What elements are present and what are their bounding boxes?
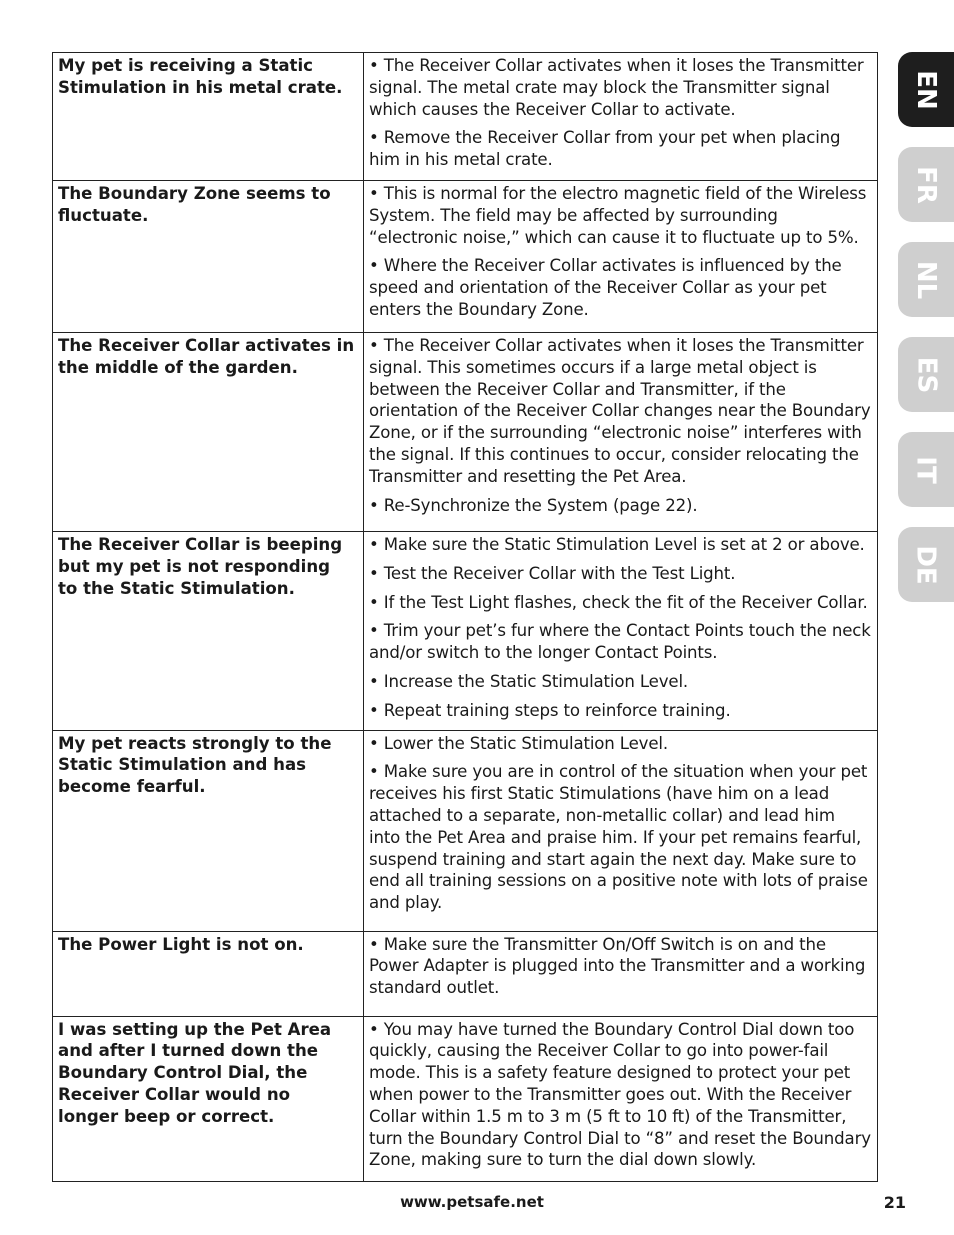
problem-cell: My pet reacts strongly to the Static Stimulation and has become fearful. — [53, 730, 364, 931]
table-row — [53, 333, 878, 532]
solution-bullet: • This is normal for the electro magnetic field of the Wireless System. The field may be affected by surrounding “electronic noise,” which can cause it to fluctuate up to 5%. — [369, 184, 867, 247]
language-tab-label: DE — [911, 544, 941, 585]
table-row — [53, 730, 878, 931]
solution-cell — [364, 333, 878, 532]
troubleshooting-table-body — [53, 53, 878, 1182]
solution-cell — [364, 181, 878, 333]
language-tab-de[interactable] — [898, 527, 954, 602]
solution-bullet: • Repeat training steps to reinforce training. — [369, 700, 731, 720]
solution-cell — [364, 1016, 878, 1181]
language-tab-fr[interactable] — [898, 147, 954, 222]
problem-cell: The Power Light is not on. — [53, 931, 364, 1016]
language-tab-es[interactable] — [898, 337, 954, 412]
solution-bullet: • Trim your pet’s fur where the Contact Points touch the neck and/or switch to the longer Contact Points. — [369, 621, 871, 663]
solution-cell — [364, 532, 878, 731]
solution-cell — [364, 730, 878, 931]
language-tab-label: ES — [911, 356, 941, 393]
language-tab-en[interactable] — [898, 52, 954, 127]
table-row — [53, 181, 878, 333]
solution-cell — [364, 931, 878, 1016]
problem-cell: I was setting up the Pet Area and after I turned down the Boundary Control Dial, the Receiver Collar would no longer beep or correct. — [53, 1016, 364, 1181]
solution-bullet: • The Receiver Collar activates when it loses the Transmitter signal. This sometimes occurs if a large metal object is between the Receiver Collar and Transmitter, if the orientation of the Receiver Collar changes near the Boundary Zone, or if the surrounding “electronic noise” interferes with the signal. If this continues to occur, consider relocating the Transmitter and resetting the Pet Area. — [369, 336, 871, 486]
solution-bullet: • Re-Synchronize the System (page 22). — [369, 495, 698, 515]
solution-bullet: • Lower the Static Stimulation Level. — [369, 733, 668, 753]
solution-bullet: • You may have turned the Boundary Control Dial down too quickly, causing the Receiver Collar to go into power-fail mode. This is a safety feature designed to protect your pet when power to the Transmitter goes out. With the Receiver Collar within 1.5 m to 3 m (5 ft to 10 ft) of the Transmitter, turn the Boundary Control Dial to “8” and reset the Boundary Zone, making sure to turn the dial down slowly. — [369, 1019, 871, 1170]
problem-cell: The Receiver Collar activates in the middle of the garden. — [53, 333, 364, 532]
solution-bullet: • The Receiver Collar activates when it loses the Transmitter signal. The metal crate may block the Transmitter signal which causes the Receiver Collar to activate. — [369, 56, 864, 119]
troubleshooting-table — [52, 52, 878, 1182]
solution-bullet: • Remove the Receiver Collar from your pet when placing him in his metal crate. — [369, 128, 841, 170]
solution-bullet: • Make sure the Transmitter On/Off Switch is on and the Power Adapter is plugged into the Transmitter and a working standard outlet. — [369, 934, 866, 998]
page-number: 21 — [883, 1193, 906, 1212]
solution-bullet: • Make sure the Static Stimulation Level is set at 2 or above. — [369, 535, 865, 554]
solution-bullet: • Test the Receiver Collar with the Test Light. — [369, 563, 736, 583]
table-row — [53, 532, 878, 731]
language-tab-nl[interactable] — [898, 242, 954, 317]
language-tab-label: IT — [910, 455, 941, 484]
language-tab-it[interactable] — [898, 432, 954, 507]
table-row — [53, 53, 878, 181]
table-row — [53, 931, 878, 1016]
solution-bullet: • Where the Receiver Collar activates is influenced by the speed and orientation of the Receiver Collar as your pet enters the Boundary Zone. — [369, 256, 842, 319]
table-row — [53, 1016, 878, 1181]
footer-url[interactable]: www.petsafe.net — [400, 1193, 544, 1211]
solution-bullet: • If the Test Light flashes, check the fit of the Receiver Collar. — [369, 592, 868, 612]
solution-bullet: • Make sure you are in control of the situation when your pet receives his first Static Stimulations (have him on a lead attached to a separate, non-metallic collar) and lead him into the Pet Area and praise him. If your pet remains fearful, suspend training and start again the next day. Make sure to end all training sessions on a positive note with lots of praise and play. — [369, 762, 868, 913]
problem-cell: The Boundary Zone seems to fluctuate. — [53, 181, 364, 333]
language-tab-label: EN — [911, 69, 941, 110]
language-tab-label: FR — [911, 165, 941, 204]
problem-cell: The Receiver Collar is beeping but my pet is not responding to the Static Stimulation. — [53, 532, 364, 731]
solution-cell — [364, 53, 878, 181]
problem-cell: My pet is receiving a Static Stimulation in his metal crate. — [53, 53, 364, 181]
solution-bullet: • Increase the Static Stimulation Level. — [369, 671, 689, 691]
language-tab-label: NL — [910, 260, 941, 299]
